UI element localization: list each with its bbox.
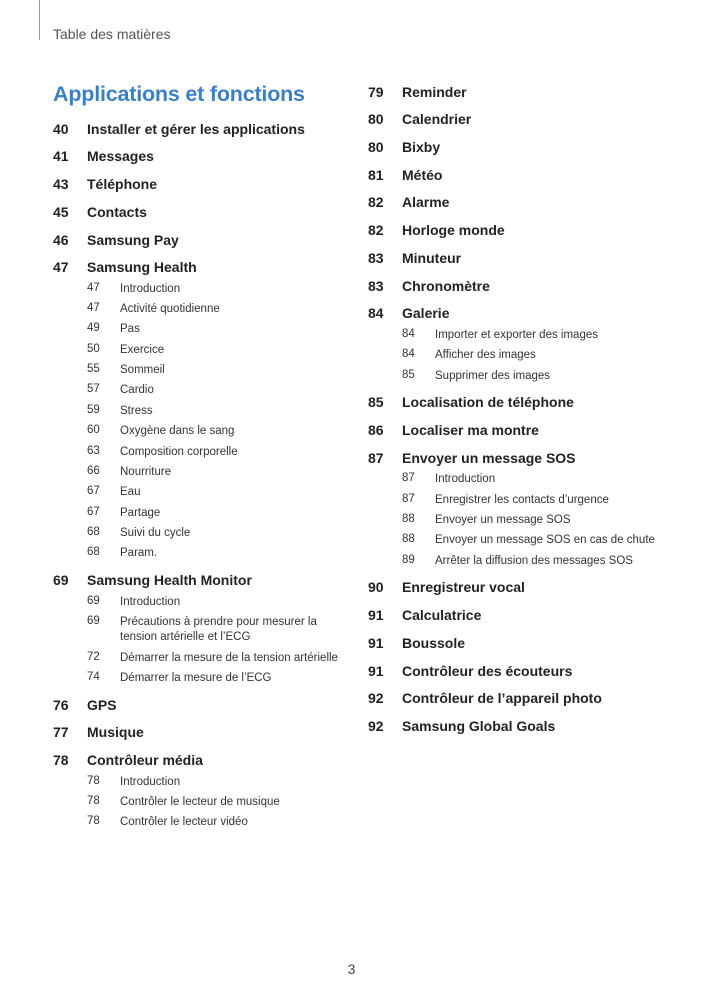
toc-label: Param. [120,547,158,559]
toc-page-number: 76 [53,697,69,713]
toc-page-number: 84 [368,305,384,321]
toc-page-number: 85 [368,394,384,410]
toc-label: Introduction [120,776,181,788]
toc-page-number: 72 [87,651,100,663]
toc-page-number: 81 [368,167,384,183]
toc-page-number: 87 [368,450,384,466]
toc-label: Calendrier [402,111,472,127]
toc-page-number: 50 [87,343,100,355]
toc-page-number: 77 [53,724,69,740]
toc-page-number: 78 [87,775,100,787]
toc-label: Galerie [402,305,450,321]
toc-page-number: 86 [368,422,384,438]
toc-page-number: 63 [87,445,100,457]
toc-page-number: 55 [87,363,100,375]
toc-page-number: 57 [87,383,100,395]
toc-label: Météo [402,167,443,183]
toc-label: Samsung Health Monitor [87,572,252,588]
toc-page-number: 79 [368,84,384,100]
toc-page-number: 67 [87,485,100,497]
toc-label: Contrôleur des écouteurs [402,663,573,679]
toc-label: Minuteur [402,250,462,266]
toc-label: Cardio [120,384,154,396]
toc-page-number: 59 [87,404,100,416]
toc-page-number: 91 [368,663,384,679]
toc-label: Suivi du cycle [120,527,191,539]
toc-label: Envoyer un message SOS [435,514,571,526]
toc-page-number: 60 [87,424,100,436]
toc-label: Introduction [435,473,496,485]
toc-label: Stress [120,405,153,417]
toc-label: Partage [120,507,161,519]
toc-label: Téléphone [87,176,158,192]
toc-label: Supprimer des images [435,370,551,382]
toc-label: Alarme [402,194,450,210]
toc-page-number: 92 [368,718,384,734]
header-rule [39,0,40,40]
toc-page-number: 47 [87,282,100,294]
toc-label: Chronomètre [402,278,490,294]
toc-page-number: 43 [53,176,69,192]
toc-page-number: 45 [53,204,69,220]
toc-label: Localisation de téléphone [402,394,574,410]
toc-page-number: 68 [87,546,100,558]
toc-label: Samsung Global Goals [402,718,556,734]
toc-page-number: 88 [402,533,415,545]
toc-page-number: 90 [368,579,384,595]
toc-label: Horloge monde [402,222,505,238]
toc-page-number: 69 [53,572,69,588]
toc-page-number: 66 [87,465,100,477]
toc-page-number: 78 [87,815,100,827]
toc-page-number: 40 [53,121,69,137]
toc-label: Eau [120,486,141,498]
toc-page-number: 68 [87,526,100,538]
toc-page-number: 83 [368,278,384,294]
toc-page-number: 85 [402,369,415,381]
toc-label: Envoyer un message SOS [402,450,576,466]
toc-page-number: 80 [368,139,384,155]
toc-page-number: 88 [402,513,415,525]
toc-label: Composition corporelle [120,446,238,458]
toc-page-number: 82 [368,194,384,210]
toc-label: Introduction [120,283,181,295]
toc-page-number: 91 [368,607,384,623]
page-number: 3 [347,961,356,977]
toc-label: Boussole [402,635,466,651]
toc-page-number: 80 [368,111,384,127]
toc-label: Enregistrer les contacts d’urgence [435,494,609,506]
toc-page-number: 49 [87,322,100,334]
toc-page-number: 82 [368,222,384,238]
toc-label: Contrôleur média [87,752,203,768]
toc-page-number: 91 [368,635,384,651]
toc-page-number: 69 [87,615,100,627]
toc-label: Installer et gérer les applications [87,121,305,137]
toc-page-number: 78 [53,752,69,768]
toc-label: Démarrer la mesure de la tension artérielle [120,652,338,664]
header-title: Table des matières [53,26,171,42]
toc-page-number: 67 [87,506,100,518]
toc-label: Musique [87,724,144,740]
toc-label: Démarrer la mesure de l’ECG [120,672,272,684]
toc-label: Calculatrice [402,607,482,623]
toc-label: Messages [87,148,154,164]
toc-label: Exercice [120,344,165,356]
toc-label: Reminder [402,84,467,100]
toc-label: Afficher des images [435,349,536,361]
toc-page-number: 41 [53,148,69,164]
toc-page-number: 47 [53,259,69,275]
toc-page-number: 87 [402,472,415,484]
toc-page-number: 47 [87,302,100,314]
toc-label: Contrôler le lecteur de musique [120,796,280,808]
toc-label: Bixby [402,139,441,155]
toc-label: Nourriture [120,466,172,478]
toc-label: Arrêter la diffusion des messages SOS [435,555,633,567]
toc-page-number: 74 [87,671,100,683]
section-title: Applications et fonctions [53,82,305,106]
toc-page-number: 87 [402,493,415,505]
toc-label: Contacts [87,204,147,220]
toc-label: Oxygène dans le sang [120,425,235,437]
toc-label: Samsung Health [87,259,197,275]
toc-page-number: 78 [87,795,100,807]
toc-page-number: 84 [402,348,415,360]
toc-label: Pas [120,323,140,335]
toc-page-number: 89 [402,554,415,566]
toc-page-number: 92 [368,690,384,706]
toc-label: Contrôleur de l’appareil photo [402,690,602,706]
toc-page-number: 69 [87,595,100,607]
toc-label: Sommeil [120,364,165,376]
toc-label: Activité quotidienne [120,303,220,315]
toc-label: Envoyer un message SOS en cas de chute [435,534,655,546]
toc-page-number: 83 [368,250,384,266]
toc-label: Importer et exporter des images [435,329,598,341]
toc-label: GPS [87,697,117,713]
toc-page-number: 46 [53,232,69,248]
toc-label: Introduction [120,596,181,608]
toc-page-number: 84 [402,328,415,340]
toc-label: Samsung Pay [87,232,179,248]
toc-label: Localiser ma montre [402,422,539,438]
toc-label: Précautions à prendre pour mesurer la tension artérielle et l’ECG [120,616,317,643]
toc-label: Contrôler le lecteur vidéo [120,816,248,828]
toc-label: Enregistreur vocal [402,579,525,595]
